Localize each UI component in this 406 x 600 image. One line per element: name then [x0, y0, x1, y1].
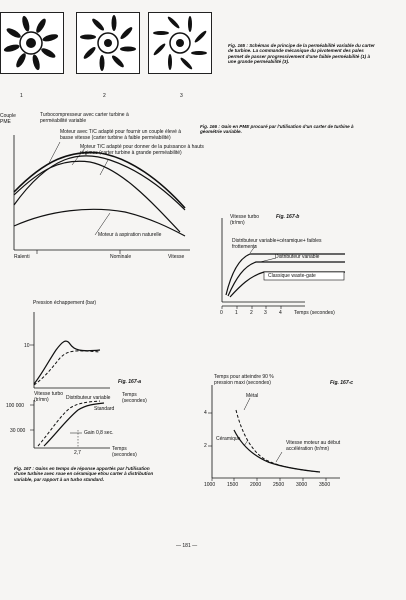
rotor-label-3: 3 — [180, 93, 183, 99]
fig167b-label-wastegate: Classique waste-gate — [268, 273, 316, 279]
fig167a-label-distributor: Distributeur variable — [66, 395, 111, 401]
fig167b-xtick-3: 3 — [264, 310, 267, 316]
fig166-annotation-na: Moteur à aspiration naturelle — [98, 232, 162, 238]
fig167c-xtick-1500: 1500 — [227, 482, 239, 488]
fig167b-label-variable: Distributeur variable — [275, 254, 320, 260]
fig167c-label-metal: Métal — [246, 393, 259, 399]
fig166-ylabel: Couple PME — [0, 113, 16, 125]
fig167b-ylabel: Vitesse turbo (tr/mn) — [230, 214, 260, 226]
fig167a-top-xlabel: Temps (secondes) — [122, 392, 147, 404]
fig167c-xtick-2500: 2500 — [273, 482, 285, 488]
fig166-caption: Fig. 166 : Gain en PME procuré par l'utilisation d'un carter de turbine à géométrie variable. — [200, 124, 354, 135]
fig167a-title: Fig. 167-a — [118, 379, 142, 385]
fig167c-label-ceramic: Céramique — [216, 436, 241, 442]
fig167c-xtick-2000: 2000 — [250, 482, 262, 488]
fig167a-xval: 2,7 — [74, 450, 81, 456]
fig167-caption: Fig. 167 : Gains en temps de réponse apportés par l'utilisation d'une turbine avec roue en céramique et/ou carter à distribution variable, par rapport à un turbo standard. — [14, 466, 154, 482]
fig167c-label-speed: Vitesse moteur au début accélération (tr/mn) — [286, 440, 341, 452]
rotor-label-2: 2 — [103, 93, 106, 99]
fig166-xtick-0: Ralenti — [14, 254, 30, 260]
fig167a-ytick-100000: 100 000 — [6, 403, 25, 409]
fig167a-bot-ylabel: Vitesse turbo (tr/mn) — [34, 391, 64, 403]
fig166-xtick-1: Nominale — [110, 254, 132, 260]
fig167c-title: Fig. 167-c — [330, 380, 354, 386]
page-number: — 181 — — [176, 543, 198, 549]
fig167c-xtick-3500: 3500 — [319, 482, 331, 488]
fig167a-gain: Gain 0,8 sec. — [84, 430, 114, 436]
fig167c-ytick-2: 2 — [204, 443, 207, 449]
rotor-label-1: 1 — [20, 93, 23, 99]
fig167c-ytick-4: 4 — [204, 410, 207, 416]
fig167c-xtick-3000: 3000 — [296, 482, 308, 488]
fig166-annotation-turbo: Turbocompresseur avec carter turbine à perméabilité variable — [40, 112, 129, 124]
fig167b-xtick-0: 0 — [220, 310, 223, 316]
fig165-caption: Fig. 165 : Schémas de principe de la perméabilité variable du carter de turbine. La commande mécanique du pivotement des pales permet de passer progressivement d'une faible perméabilité (1) à une grande perméabilité (3). — [228, 43, 375, 65]
fig167c-ylabel: Temps pour atteindre 90 % pression maxi (secondes) — [214, 374, 274, 386]
fig166-annotation-low: Moteur avec T/C adapté pour fournir un couple élevé à basse vitesse (carter turbine à faible perméabilité) — [60, 129, 182, 141]
fig167a-label-standard: Standard — [94, 406, 115, 412]
fig166-xtick-2: Vitesse — [168, 254, 185, 260]
fig167a-bot-xlabel: Temps (secondes) — [112, 446, 137, 458]
fig167a-top-ytick: 10 — [24, 343, 30, 349]
fig167a-ytick-30000: 30 000 — [10, 428, 26, 434]
fig166-annotation-high: Moteur T/C adapté pour donner de la puissance à hauts régimes (carter turbine à grande perméabilité) — [80, 144, 204, 156]
fig167c-xtick-1000: 1000 — [204, 482, 216, 488]
fig167b-label-ceramic: Distributeur variable+céramique+ faibles frottements — [232, 238, 322, 250]
fig167b-xtick-1: 1 — [235, 310, 238, 316]
fig167b-xtick-2: 2 — [250, 310, 253, 316]
fig167a-top-ylabel: Pression échappement (bar) — [33, 300, 97, 306]
fig167b-xtick-4: 4 — [279, 310, 282, 316]
fig167b-xlabel: Temps (secondes) — [294, 310, 335, 316]
fig167b-title: Fig. 167-b — [276, 214, 300, 220]
